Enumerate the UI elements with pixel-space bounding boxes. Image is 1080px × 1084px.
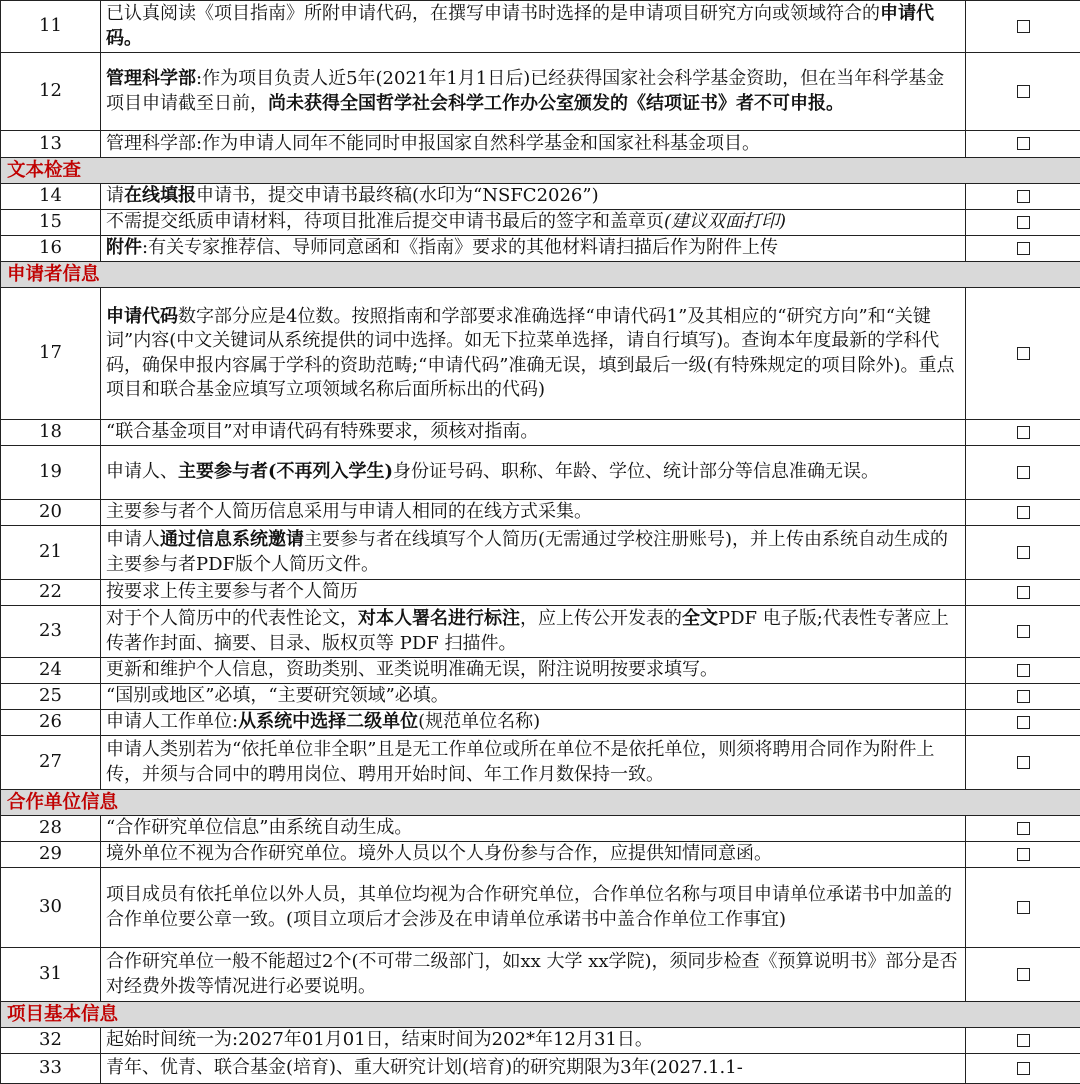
item-number: 19 (1, 446, 101, 500)
section-title: 项目基本信息 (1, 1002, 1080, 1028)
item-description (101, 606, 966, 658)
table-row (1, 1054, 1080, 1084)
text-segment: 已认真阅读《项目指南》所附申请代码，在撰写申请书时选择的是申请项目研究方向或领域符合的 (106, 3, 880, 24)
item-number: 30 (1, 868, 101, 948)
checkbox-cell (966, 684, 1080, 710)
text-segment: 附件 (106, 237, 142, 258)
text-segment: “国别或地区”必填，“主要研究领域”必填。 (106, 685, 449, 706)
item-number: 13 (1, 131, 101, 158)
item-description (101, 1, 966, 53)
checkbox[interactable] (1017, 1034, 1030, 1047)
checkbox-cell (966, 1028, 1080, 1054)
checkbox[interactable] (1017, 85, 1030, 98)
table-row (1, 288, 1080, 420)
table-row (1, 500, 1080, 526)
text-segment: 境外单位不视为合作研究单位。境外人员以个人身份参与合作，应提供知情同意函。 (106, 843, 772, 864)
section-title: 合作单位信息 (1, 790, 1080, 816)
item-number: 31 (1, 948, 101, 1002)
checkbox[interactable] (1017, 625, 1030, 638)
text-segment: ，应上传公开发表的 (520, 608, 682, 629)
item-number: 12 (1, 53, 101, 131)
checkbox-cell (966, 710, 1080, 736)
item-description (101, 842, 966, 868)
text-segment: 按要求上传主要参与者个人简历 (106, 581, 358, 602)
item-description (101, 1054, 966, 1084)
item-number: 20 (1, 500, 101, 526)
checkbox-cell (966, 1054, 1080, 1084)
text-segment: 申请书，提交申请书最终稿(水印为“NSFC2026”) (196, 185, 599, 206)
table-row (1, 131, 1080, 158)
checkbox[interactable] (1017, 690, 1030, 703)
table-row (1, 526, 1080, 580)
checkbox-cell (966, 210, 1080, 236)
item-description (101, 580, 966, 606)
table-row (1, 53, 1080, 131)
text-segment: 数字部分应是4位数。按照指南和学部要求准确选择“申请代码1”及其相应的“研究方向”和“关键词”内容(中文关键词从系统提供的词中选择。如无下拉菜单选择，请自行填写)。查询本年度最新的学科代码，确保申报内容属于学科的资助范畴;“申请代码”准确无误，填到最后一级(有特殊规定的项目除外)。重点项目和联合基金应填写立项领域名称后面所标出的代码) (106, 306, 955, 401)
text-segment: :作为项目负责人近5年(2021年1月1日后)已经获得国家社会科学基金资助，但在当年科学基金项目申请截至日前， (106, 68, 944, 114)
table-row (1, 816, 1080, 842)
text-segment: 对于个人简历中的代表性论文， (106, 608, 358, 629)
table-row (1, 184, 1080, 210)
text-segment: 从系统中选择二级单位 (238, 711, 418, 732)
section-header (1, 790, 1080, 816)
item-description (101, 526, 966, 580)
text-segment: 管理科学部 (106, 68, 196, 89)
text-segment: “合作研究单位信息”由系统自动生成。 (106, 817, 412, 838)
text-segment: 申请代码 (106, 306, 178, 327)
item-number: 17 (1, 288, 101, 420)
checkbox-cell (966, 606, 1080, 658)
checkbox-cell (966, 236, 1080, 262)
checkbox-cell (966, 868, 1080, 948)
checkbox[interactable] (1017, 586, 1030, 599)
item-description (101, 131, 966, 158)
checkbox[interactable] (1017, 848, 1030, 861)
table-row (1, 842, 1080, 868)
text-segment: 请 (106, 185, 124, 206)
item-number: 18 (1, 420, 101, 446)
table-row (1, 710, 1080, 736)
item-description (101, 53, 966, 131)
checkbox-cell (966, 446, 1080, 500)
text-segment: 通过信息系统邀请 (160, 529, 304, 550)
table-row (1, 868, 1080, 948)
table-row (1, 446, 1080, 500)
checkbox-cell (966, 816, 1080, 842)
item-number: 25 (1, 684, 101, 710)
checkbox-cell (966, 736, 1080, 790)
item-description (101, 236, 966, 262)
text-segment: 申请代码。 (106, 3, 934, 49)
item-number: 33 (1, 1054, 101, 1084)
text-segment: 身份证号码、职称、年龄、学位、统计部分等信息准确无误。 (393, 461, 879, 482)
checkbox[interactable] (1017, 756, 1030, 769)
section-title: 申请者信息 (1, 262, 1080, 288)
checkbox[interactable] (1017, 968, 1030, 981)
checkbox[interactable] (1017, 716, 1030, 729)
checkbox[interactable] (1017, 466, 1030, 479)
text-segment: 管理科学部:作为申请人同年不能同时申报国家自然科学基金和国家社科基金项目。 (106, 133, 760, 154)
table-row (1, 736, 1080, 790)
item-number: 21 (1, 526, 101, 580)
checkbox[interactable] (1017, 426, 1030, 439)
item-description (101, 1028, 966, 1054)
item-description (101, 184, 966, 210)
text-segment: :有关专家推荐信、导师同意函和《指南》要求的其他材料请扫描后作为附件上传 (142, 237, 778, 258)
item-description (101, 210, 966, 236)
item-number: 29 (1, 842, 101, 868)
checkbox-cell (966, 580, 1080, 606)
text-segment: (建议双面打印) (664, 211, 786, 232)
table-row (1, 580, 1080, 606)
item-number: 14 (1, 184, 101, 210)
item-description (101, 868, 966, 948)
checkbox[interactable] (1017, 546, 1030, 559)
text-segment: 合作研究单位一般不能超过2个(不可带二级部门，如xx 大学 xx学院)，须同步检查《预算说明书》部分是否对经费外拨等情况进行必要说明。 (106, 951, 958, 997)
table-row (1, 948, 1080, 1002)
checkbox[interactable] (1017, 664, 1030, 677)
checkbox[interactable] (1017, 20, 1030, 33)
text-segment: 项目成员有依托单位以外人员，其单位均视为合作研究单位，合作单位名称与项目申请单位承诺书中加盖的合作单位要公章一致。(项目立项后才会涉及在申请单位承诺书中盖合作单位工作事宜) (106, 884, 952, 930)
text-segment: “联合基金项目”对申请代码有特殊要求，须核对指南。 (106, 421, 538, 442)
text-segment: 更新和维护个人信息，资助类别、亚类说明准确无误，附注说明按要求填写。 (106, 659, 718, 680)
table-row (1, 658, 1080, 684)
checkbox[interactable] (1017, 822, 1030, 835)
item-number: 22 (1, 580, 101, 606)
text-segment: 申请人、 (106, 461, 178, 482)
checkbox-cell (966, 420, 1080, 446)
text-segment: 起始时间统一为:2027年01月01日，结束时间为202*年12月31日。 (106, 1029, 653, 1050)
table-row (1, 210, 1080, 236)
checkbox-cell (966, 526, 1080, 580)
checkbox[interactable] (1017, 242, 1030, 255)
item-description (101, 710, 966, 736)
checkbox-cell (966, 53, 1080, 131)
item-description (101, 736, 966, 790)
section-header (1, 262, 1080, 288)
item-number: 24 (1, 658, 101, 684)
item-number: 28 (1, 816, 101, 842)
item-number: 11 (1, 1, 101, 53)
text-segment: 不需提交纸质申请材料，待项目批准后提交申请书最后的签字和盖章页 (106, 211, 664, 232)
checklist-body (1, 1, 1080, 1084)
item-description (101, 684, 966, 710)
checkbox[interactable] (1017, 216, 1030, 229)
checkbox-cell (966, 948, 1080, 1002)
item-description (101, 500, 966, 526)
item-description (101, 446, 966, 500)
text-segment: 申请人工作单位: (106, 711, 238, 732)
text-segment: 主要参与者个人简历信息采用与申请人相同的在线方式采集。 (106, 501, 592, 522)
checkbox-cell (966, 1, 1080, 53)
item-number: 23 (1, 606, 101, 658)
item-number: 32 (1, 1028, 101, 1054)
text-segment: 在线填报 (124, 185, 196, 206)
checkbox[interactable] (1017, 347, 1030, 360)
checkbox[interactable] (1017, 901, 1030, 914)
text-segment: 尚未获得全国哲学社会科学工作办公室颁发的《结项证书》者不可申报。 (268, 93, 844, 114)
text-segment: 青年、优青、联合基金(培育)、重大研究计划(培育)的研究期限为3年(2027.1.1- (106, 1057, 743, 1078)
text-segment: 申请人 (106, 529, 160, 550)
table-row (1, 606, 1080, 658)
checkbox-cell (966, 288, 1080, 420)
text-segment: 申请人类别若为“依托单位非全职”且是无工作单位或所在单位不是依托单位，则须将聘用合同作为附件上传，并须与合同中的聘用岗位、聘用开始时间、年工作月数保持一致。 (106, 739, 934, 785)
checkbox-cell (966, 842, 1080, 868)
checkbox-cell (966, 131, 1080, 158)
text-segment: 对本人署名进行标注 (358, 608, 520, 629)
section-header (1, 158, 1080, 184)
text-segment: (规范单位名称) (418, 711, 540, 732)
item-number: 15 (1, 210, 101, 236)
item-description (101, 420, 966, 446)
text-segment: PDF 电子版;代表性专著应上传著作封面、摘要、目录、版权页等 PDF 扫描件。 (106, 608, 949, 654)
checkbox[interactable] (1017, 506, 1030, 519)
checkbox-cell (966, 658, 1080, 684)
table-row (1, 684, 1080, 710)
table-row (1, 1028, 1080, 1054)
item-description (101, 658, 966, 684)
item-description (101, 948, 966, 1002)
section-header (1, 1002, 1080, 1028)
text-segment: 全文 (682, 608, 718, 629)
text-segment: 主要参与者(不再列入学生) (178, 461, 393, 482)
item-number: 26 (1, 710, 101, 736)
checkbox-cell (966, 184, 1080, 210)
text-segment: 主要参与者在线填写个人简历(无需通过学校注册账号)，并上传由系统自动生成的主要参与者PDF版个人简历文件。 (106, 529, 948, 575)
section-title: 文本检查 (1, 158, 1080, 184)
item-number: 16 (1, 236, 101, 262)
table-row (1, 236, 1080, 262)
item-number: 27 (1, 736, 101, 790)
item-description (101, 816, 966, 842)
table-row (1, 420, 1080, 446)
checkbox[interactable] (1017, 190, 1030, 203)
checkbox[interactable] (1017, 1062, 1030, 1075)
checkbox[interactable] (1017, 137, 1030, 150)
table-row (1, 1, 1080, 53)
checkbox-cell (966, 500, 1080, 526)
item-description (101, 288, 966, 420)
